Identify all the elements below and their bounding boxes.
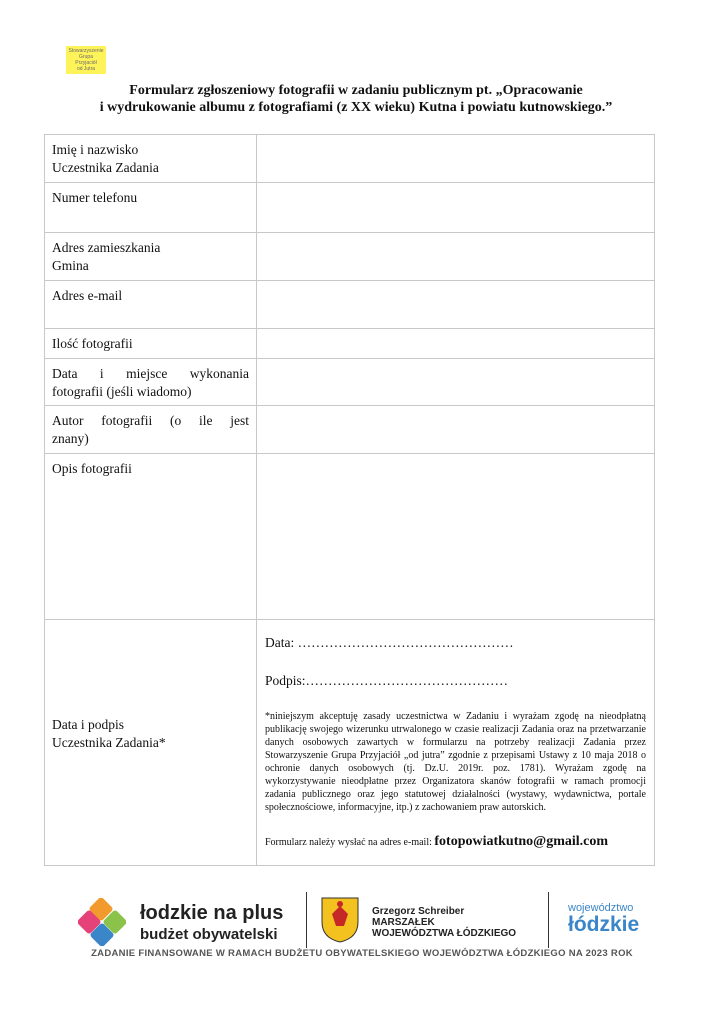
label-email: Adres e-mail [45,281,257,329]
marshal-text [372,906,516,939]
form-title [36,82,676,116]
label-signature: Data i podpis Uczestnika Zadania* [45,620,257,866]
input-photo-count[interactable] [257,329,655,359]
send-instruction [265,834,646,851]
label-date-place-line2: fotografii (jeśli wiadomo) [52,384,192,399]
row-date-place [45,359,655,406]
voivodeship-crest-icon [320,896,360,944]
woj-line1: województwo [568,902,634,914]
label-author [45,406,257,454]
date-line[interactable]: Data: ………………………………………… [265,635,514,650]
signature-cell [257,620,655,866]
association-logo [66,46,106,74]
label-date-place [45,359,257,406]
logo-line: Przyjaciół [75,60,97,66]
marshal-name: Grzegorz Schreiber [372,906,465,917]
label-author-line2: znany) [52,431,89,446]
row-author [45,406,655,454]
form-title-line1: Formularz zgłoszeniowy fotografii w zadaniu publicznym pt. „Opracowanie [129,83,583,98]
label-date-place-line1: Data i miejsce wykonania [52,366,249,381]
funding-note: ZADANIE FINANSOWANE W RAMACH BUDŻETU OBYWATELSKIEGO WOJEWÓDZTWA ŁÓDZKIEGO NA 2023 ROK [91,948,633,959]
send-prefix: Formularz należy wysłać na adres e-mail: [265,837,432,848]
row-photo-count [45,329,655,359]
label-author-line1: Autor fotografii (o ile jest [52,413,249,428]
input-date-place[interactable] [257,359,655,406]
lodzkie-line1: łodzkie na plus [140,902,284,924]
puzzle-logo-icon [78,898,126,946]
woj-line2: łódzkie [568,913,640,936]
divider [306,892,307,948]
row-email [45,281,655,329]
footer-logos [66,886,666,956]
input-description[interactable] [257,454,655,620]
label-phone: Numer telefonu [45,183,257,233]
input-phone[interactable] [257,183,655,233]
label-description: Opis fotografii [45,454,257,620]
label-name: Imię i nazwisko Uczestnika Zadania [45,135,257,183]
label-address: Adres zamieszkania Gmina [45,233,257,281]
input-name[interactable] [257,135,655,183]
input-email[interactable] [257,281,655,329]
form-title-line2: i wydrukowanie albumu z fotografiami (z XX wieku) Kutna i powiatu kutnowskiego.” [99,100,613,115]
consent-text: *niniejszym akceptuję zasady uczestnictwa w Zadaniu i wyrażam zgodę na nieodpłatną publikację swojego wizerunku utrwalonego w czasie realizacji Zadania oraz na przetwarzanie danych osobowych zawartych w formularzu na potrzeby realizacji Zadania przez Stowarzyszenie Grupa Przyjaciół „od jutra” zgodnie z przepisami Ustawy z 10 maja 2018 o ochronie danych osobowych (tj. Dz.U. 2019r. poz. 1781). Wyrażam zgodę na wykorzystywanie nieodpłatne przez Organizatora skanów fotografii w ramach promocji zadania publicznego oraz jego statutowej działalności (wystawy, wydawnictwa, portale społecznościowe, informacyjne, itp.) z zachowaniem praw autorskich. [265,711,646,813]
label-photo-count: Ilość fotografii [45,329,257,359]
input-author[interactable] [257,406,655,454]
signature-line[interactable]: Podpis:……………………………………… [265,673,509,688]
marshal-office: WOJEWÓDZTWA ŁÓDZKIEGO [372,928,517,939]
row-description [45,454,655,620]
input-address[interactable] [257,233,655,281]
logo-line: Grupa [79,54,93,60]
application-form-table [44,134,655,866]
logo-line: od Jutra [76,66,96,72]
row-signature [45,620,655,866]
lodzkie-line2: budżet obywatelski [140,926,278,943]
row-name [45,135,655,183]
row-phone [45,183,655,233]
marshal-title: MARSZAŁEK [372,917,435,928]
logo-line: Stowarzyszenie [68,48,104,54]
divider [548,892,549,948]
wojewodztwo-lodzkie-logo [568,902,639,936]
row-address [45,233,655,281]
contact-email: fotopowiatkutno@gmail.com [434,834,609,849]
lodzkie-na-plus-text [140,902,283,946]
